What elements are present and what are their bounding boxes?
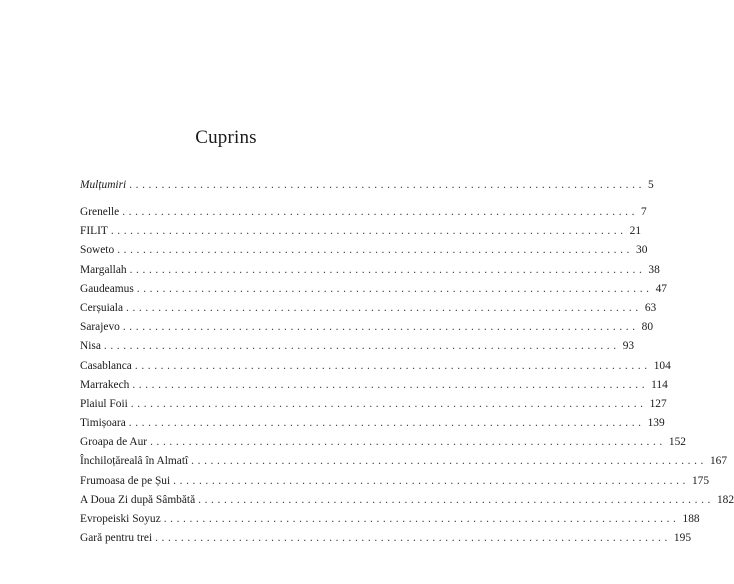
toc-entry-page: 21 (629, 225, 642, 238)
toc-entry (80, 452, 728, 471)
toc-leader-dots: ................................................................................ (136, 282, 653, 295)
toc-leader-dots: ................................................................................ (129, 179, 646, 191)
toc-leader-dots: ................................................................................ (128, 417, 645, 430)
toc-leader-dots: ................................................................................ (129, 263, 646, 276)
toc-leader-dots: ................................................................................ (191, 455, 707, 468)
toc-front-matter (80, 176, 654, 195)
toc-entry-page: 114 (651, 378, 668, 391)
toc-entry-page: 30 (636, 244, 648, 257)
toc-entry (80, 510, 700, 529)
toc-entry-page: 47 (655, 282, 667, 295)
toc-entry-label: Cerșuiala (80, 301, 124, 314)
toc-entry (80, 395, 667, 414)
toc-entry-label: Sarajevo (80, 321, 120, 334)
toc-entry-page: 195 (673, 532, 692, 545)
toc-entry-label: Închiloțărealâ în Almatî (80, 455, 189, 468)
toc-entry-label: Groapa de Aur (80, 436, 148, 449)
toc-entry-page: 127 (649, 397, 667, 410)
page-title: Cuprins (195, 127, 257, 148)
toc-entry (80, 203, 647, 222)
toc-entry-page: 7 (641, 206, 647, 218)
toc-entry (80, 261, 660, 280)
toc-entry-page: 104 (653, 359, 671, 372)
toc-entry-label: A Doua Zi după Sâmbătă (80, 493, 196, 506)
toc-entry-acknowledgements (80, 176, 654, 195)
toc-entry-label: Evropeiski Soyuz (80, 513, 161, 525)
toc-leader-dots: ................................................................................ (110, 225, 627, 238)
toc-entry-page: 80 (641, 321, 654, 334)
toc-leader-dots: ................................................................................ (173, 474, 689, 487)
toc-entry-label: Timișoara (80, 417, 126, 430)
toc-entry (80, 433, 686, 452)
toc-entry (80, 280, 667, 299)
toc-entry-page: 188 (682, 513, 700, 525)
toc-leader-dots: ................................................................................ (130, 397, 647, 410)
toc-entry (80, 376, 668, 395)
toc-entry-label: Mulțumiri (80, 179, 127, 191)
toc-entry (80, 222, 642, 241)
toc-leader-dots: ................................................................................ (117, 244, 633, 257)
toc-entry (80, 318, 654, 337)
toc-entry (80, 337, 635, 356)
toc-leader-dots: ................................................................................ (198, 493, 714, 506)
toc-entry-page: 38 (648, 263, 660, 276)
toc-leader-dots: ................................................................................ (122, 206, 639, 218)
toc-entry (80, 491, 734, 510)
toc-entry-page: 93 (622, 340, 635, 353)
toc-entry-label: Grenelle (80, 206, 120, 218)
toc-leader-dots: ................................................................................ (103, 340, 620, 353)
toc-entry (80, 529, 692, 548)
toc-leader-dots: ................................................................................ (126, 301, 642, 314)
toc-leader-dots: ................................................................................ (163, 513, 680, 525)
toc-leader-dots: ................................................................................ (150, 436, 666, 449)
toc-entry-label: Nisa (80, 340, 101, 353)
toc-leader-dots: ................................................................................ (132, 378, 649, 391)
toc-entry-label: Soweto (80, 244, 115, 257)
toc-entry-page: 152 (668, 436, 686, 449)
toc-entry-label: Gaudeamus (80, 282, 134, 295)
toc-entry (80, 299, 657, 318)
toc-entry (80, 472, 710, 491)
toc-entry-label: Margallah (80, 263, 127, 276)
toc-entry-page: 175 (691, 474, 710, 487)
toc-leader-dots: ................................................................................ (122, 321, 639, 334)
toc-leader-dots: ................................................................................ (155, 532, 671, 545)
toc-entry-label: Frumoasa de pe Șui (80, 474, 171, 487)
toc-entry-label: Casablanca (80, 359, 132, 372)
toc-entry-page: 63 (644, 301, 657, 314)
toc-entry (80, 414, 665, 433)
toc-entry (80, 241, 648, 260)
toc-entry (80, 357, 671, 376)
toc-entry-label: Plaiul Foii (80, 397, 128, 410)
toc-entry-page: 182 (716, 493, 734, 506)
toc-entry-label: Marrakech (80, 378, 130, 391)
toc-chapter-list (80, 203, 734, 548)
toc-entry-page: 139 (647, 417, 665, 430)
toc-entry-page: 5 (648, 179, 654, 191)
toc-entry-label: Gară pentru trei (80, 532, 153, 545)
toc-entry-label: FILIT (80, 225, 108, 238)
toc-entry-page: 167 (709, 455, 728, 468)
toc-leader-dots: ................................................................................ (134, 359, 651, 372)
